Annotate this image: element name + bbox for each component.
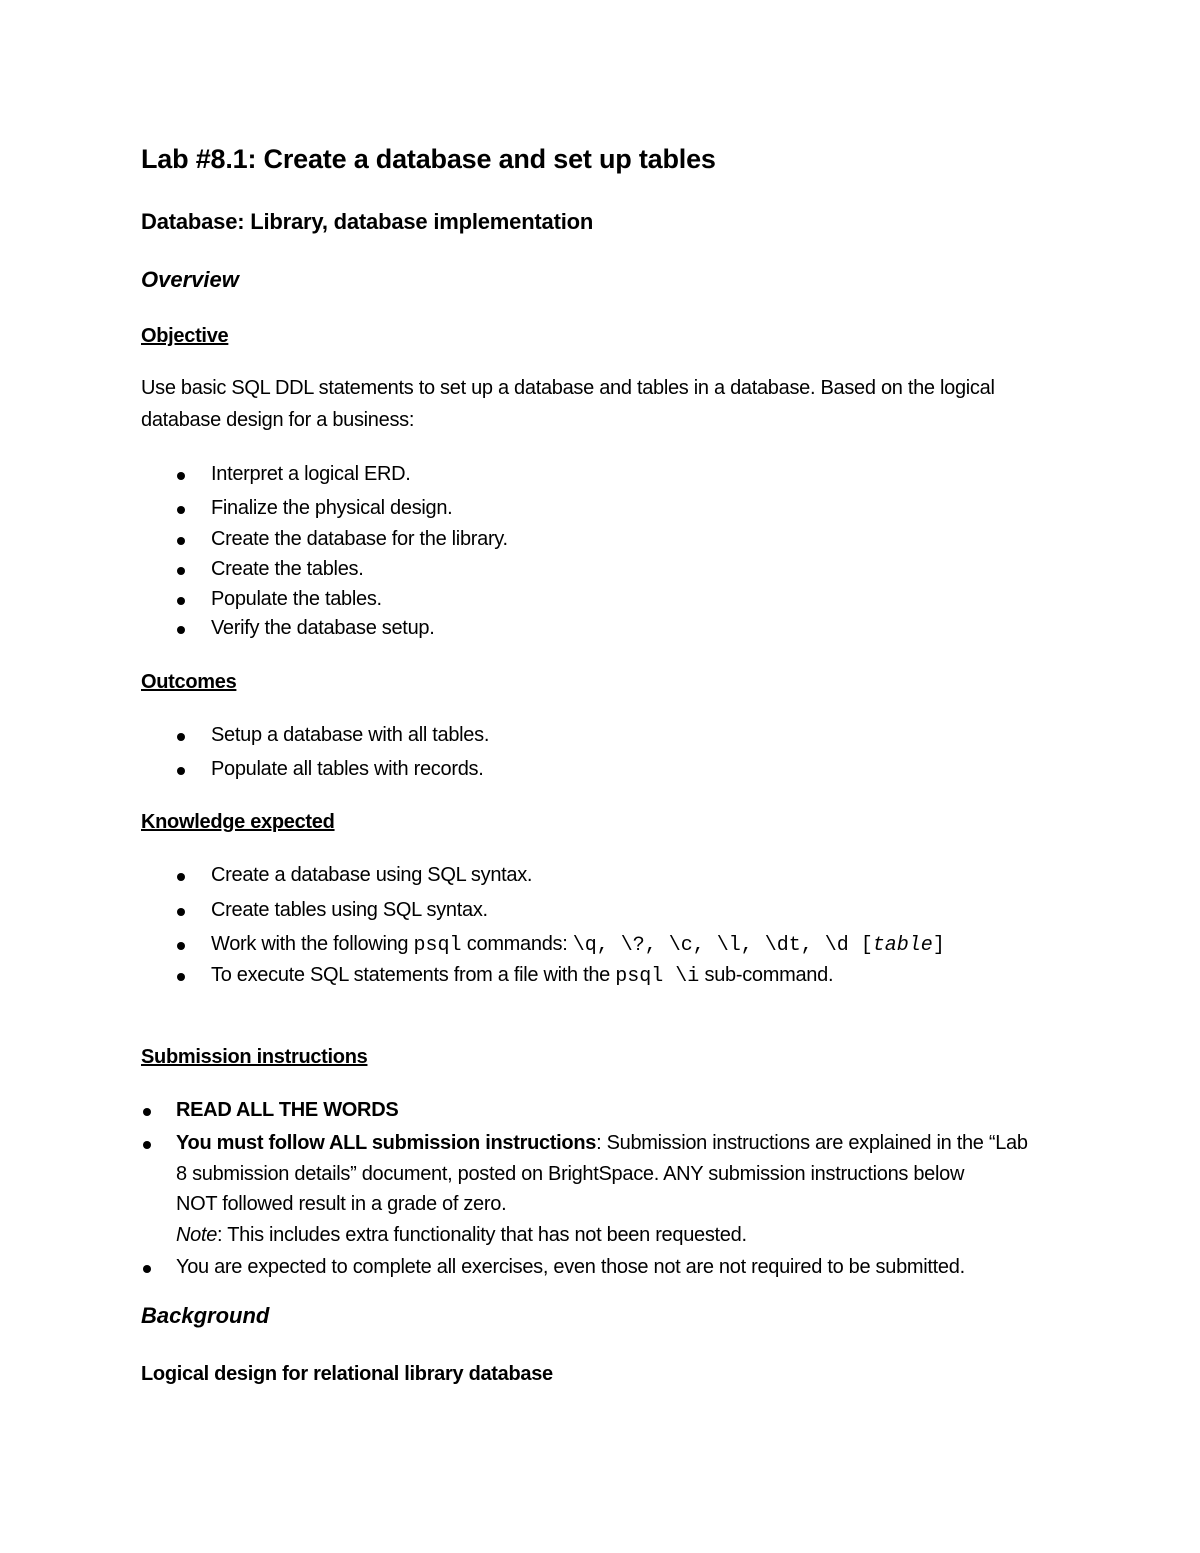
bullet [177,733,185,741]
list-item-note [176,1224,747,1247]
bullet [177,973,185,981]
list-item: Create the database for the library. [211,528,508,550]
list-item-psql-commands [211,933,945,957]
text-segment: : Submission instructions are explained in the “Lab [596,1132,1028,1154]
list-item-line [176,1132,1028,1155]
list-item: Setup a database with all tables. [211,724,490,746]
objective-paragraph-line2: database design for a business: [141,409,415,431]
bullet [177,537,185,545]
code-bracket: ] [932,934,945,957]
list-item: Finalize the physical design. [211,497,453,519]
note-text: : This includes extra functionality that has not been requested. [217,1224,747,1246]
list-item: Create tables using SQL syntax. [211,899,488,921]
bold-segment: You must follow ALL submission instructions [176,1132,597,1154]
bullet [177,567,185,575]
bullet [177,873,185,881]
list-item-line: NOT followed result in a grade of zero. [176,1193,507,1215]
bullet [177,767,185,775]
objective-paragraph-line1: Use basic SQL DDL statements to set up a database and tables in a database. Based on the logical [141,377,995,399]
list-item: Interpret a logical ERD. [211,463,411,485]
bullet [177,506,185,514]
page-subtitle: Database: Library, database implementation [141,209,594,234]
code-commands: \q, \?, \c, \l, \dt, \d [ [572,934,873,957]
list-item-psql-i [211,964,833,988]
outcomes-heading: Outcomes [141,671,237,693]
bullet [177,942,185,950]
list-item: Create the tables. [211,558,364,580]
bullet [143,1108,151,1116]
text-segment: To execute SQL statements from a file with the [211,964,616,986]
bullet [177,597,185,605]
text-segment: sub-command. [699,964,834,986]
list-item-line: 8 submission details” document, posted on BrightSpace. ANY submission instructions below [176,1163,965,1185]
overview-heading: Overview [141,267,239,292]
objective-heading: Objective [141,325,229,347]
bullet [143,1265,151,1273]
list-item: You are expected to complete all exercises, even those not are not required to be submitted. [176,1256,965,1278]
bullet [143,1141,151,1149]
knowledge-heading: Knowledge expected [141,811,335,833]
background-heading: Background [141,1303,270,1328]
code-psql: psql [413,934,462,957]
bullet [177,626,185,634]
list-item: Create a database using SQL syntax. [211,864,533,886]
bullet [177,472,185,480]
list-item: Verify the database setup. [211,617,435,639]
list-item: READ ALL THE WORDS [176,1099,399,1121]
text-segment: commands: [461,933,573,955]
submission-heading: Submission instructions [141,1046,368,1068]
code-table-placeholder: table [872,934,933,957]
note-label: Note [176,1224,218,1246]
bullet [177,908,185,916]
background-subheading: Logical design for relational library database [141,1363,553,1385]
text-segment: Work with the following [211,933,414,955]
list-item: Populate the tables. [211,588,382,610]
list-item: Populate all tables with records. [211,758,484,780]
code-psql-i: psql \i [615,965,700,988]
page-title: Lab #8.1: Create a database and set up tables [141,144,716,174]
